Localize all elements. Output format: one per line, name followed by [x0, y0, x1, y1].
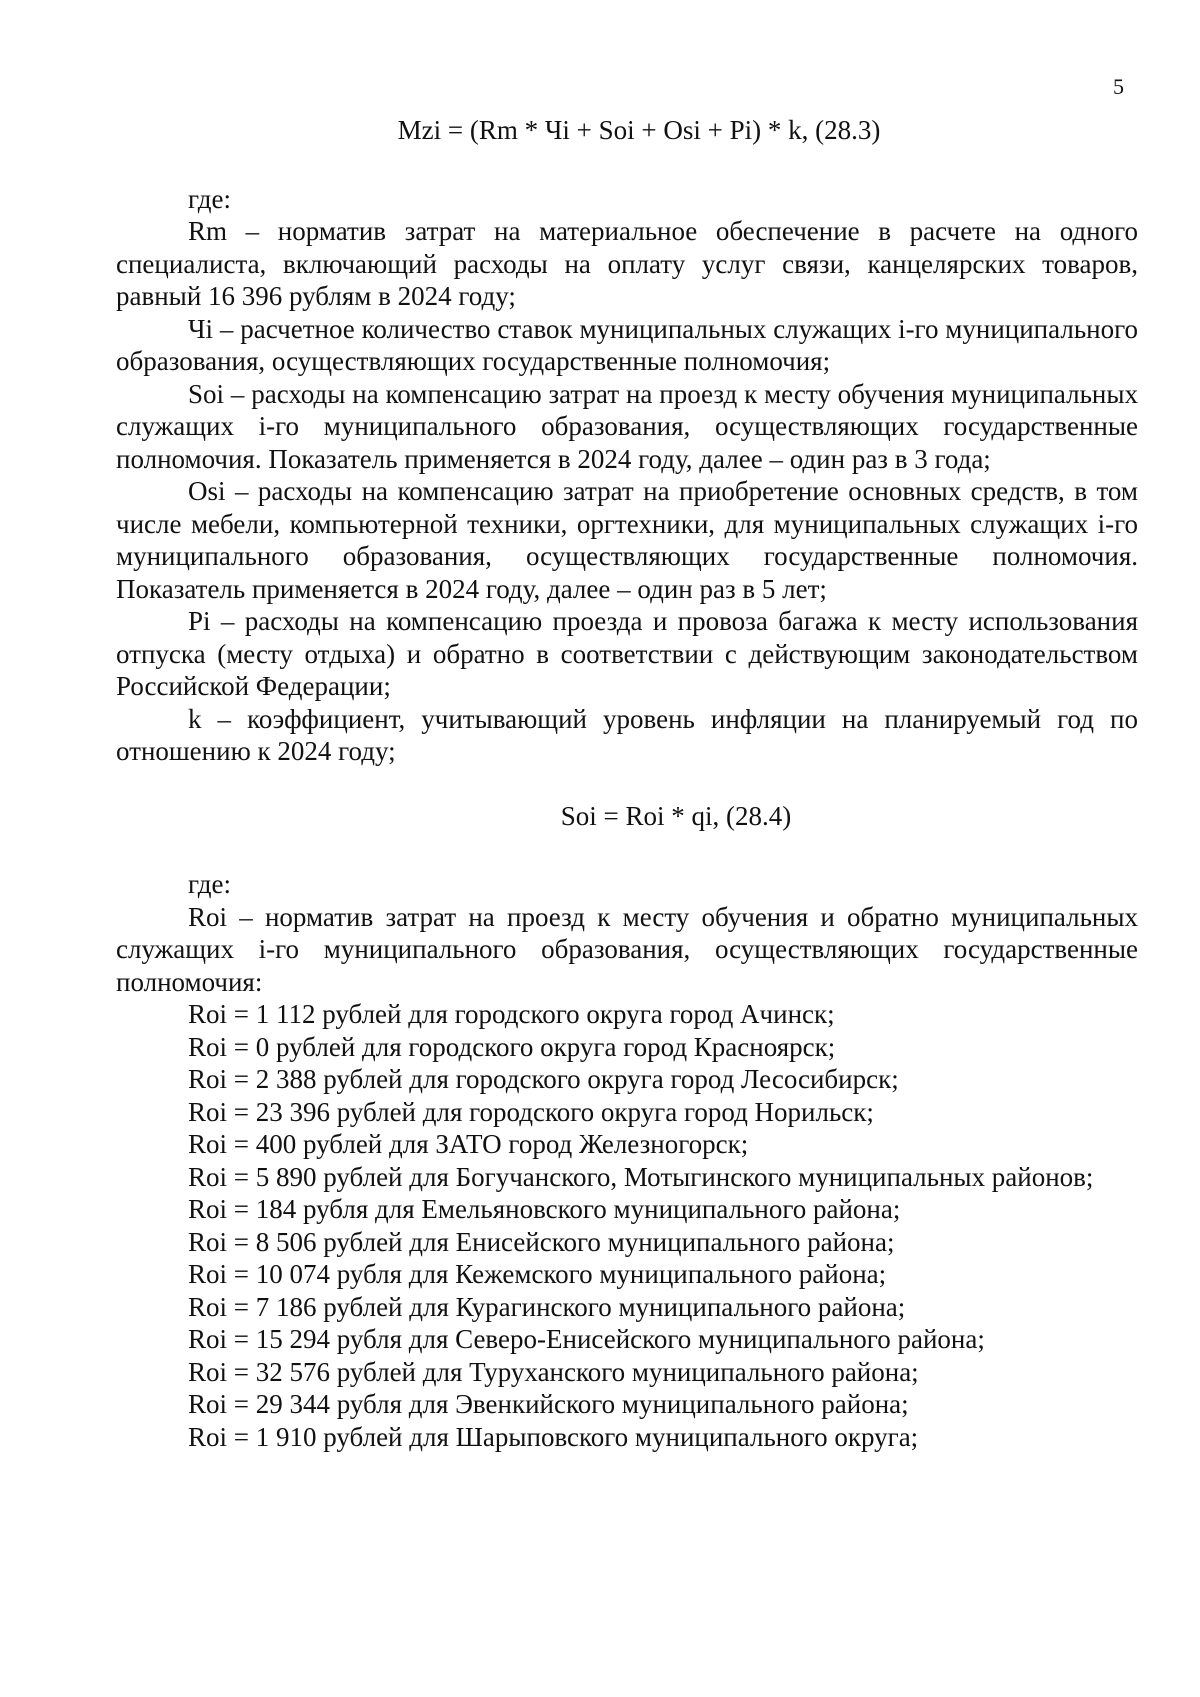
roi-value-line: Roi = 8 506 рублей для Енисейского муниципального района;: [188, 1226, 895, 1257]
definition-osi: Osi – расходы на компенсацию затрат на приобретение основных средств, в том числе мебели, компьютерной техники, оргтехники, для муниципальных служащих i-го муниципального образования, осуществляющих государственные полномочия. Показатель применяется в 2024 году, далее – один раз в 5 лет;: [116, 476, 1138, 604]
definition-soi: Soi – расходы на компенсацию затрат на проезд к месту обучения муниципальных служащих i-го муниципального образования, осуществляющих государственные полномочия. Показатель применяется в 2024 году, далее – один раз в 3 года;: [116, 378, 1138, 474]
roi-value-line: Roi = 15 294 рубля для Северо-Енисейского муниципального района;: [188, 1324, 985, 1354]
page-number: 5: [1113, 74, 1124, 99]
roi-value-line: Roi = 2 388 рублей для городского округа город Лесосибирск;: [188, 1064, 899, 1094]
roi-value-line: Roi = 5 890 рублей для Богучанского, Мотыгинского муниципальных районов;: [188, 1161, 1094, 1192]
roi-value-line: Roi = 7 186 рублей для Курагинского муниципального района;: [188, 1291, 906, 1322]
roi-value-line: Roi = 10 074 рубля для Кежемского муниципального района;: [188, 1259, 887, 1289]
definition-rm: Rm – норматив затрат на материальное обеспечение в расчете на одного специалиста, включающий расходы на оплату услуг связи, канцелярских товаров, равный 16 396 рублям в 2024 году;: [116, 216, 1138, 311]
roi-value-line: Roi = 400 рублей для ЗАТО город Железногорск;: [188, 1129, 749, 1159]
formula-28-4: Soi = Roi * qi, (28.4): [560, 800, 792, 831]
roi-value-line: Roi = 184 рубля для Емельяновского муниципального района;: [188, 1194, 901, 1224]
where-label: где:: [188, 183, 231, 214]
roi-value-line: Roi = 0 рублей для городского округа город Красноярск;: [188, 1031, 836, 1062]
formula-28-3: Mzi = (Rm * Чi + Soi + Osi + Pi) * k, (28.3): [397, 115, 881, 145]
document-body: [116, 114, 1138, 1453]
definition-chi: Чi – расчетное количество ставок муниципальных служащих i-го муниципального образования, осуществляющих государственные полномочия;: [116, 313, 1138, 376]
definition-roi: Roi – норматив затрат на проезд к месту обучения и обратно муниципальных служащих i-го муниципального образования, осуществляющих государственные полномочия:: [116, 901, 1138, 997]
roi-value-line: Roi = 1 112 рублей для городского округа город Ачинск;: [188, 999, 835, 1029]
roi-value-line: Roi = 32 576 рублей для Туруханского муниципального района;: [188, 1356, 919, 1387]
where-label: где:: [188, 869, 231, 899]
roi-value-line: Roi = 23 396 рублей для городского округа город Норильск;: [188, 1096, 874, 1127]
roi-value-line: Roi = 29 344 рубля для Эвенкийского муниципального района;: [188, 1389, 909, 1419]
roi-value-line: Roi = 1 910 рублей для Шарыповского муниципального округа;: [188, 1421, 919, 1452]
definition-pi: Pi – расходы на компенсацию проезда и провоза багажа к месту использования отпуска (месту отдыха) и обратно в соответствии с действующим законодательством Российской Федерации;: [116, 606, 1138, 701]
definition-k: k – коэффициент, учитывающий уровень инфляции на планируемый год по отношению к 2024 году;: [116, 703, 1138, 766]
